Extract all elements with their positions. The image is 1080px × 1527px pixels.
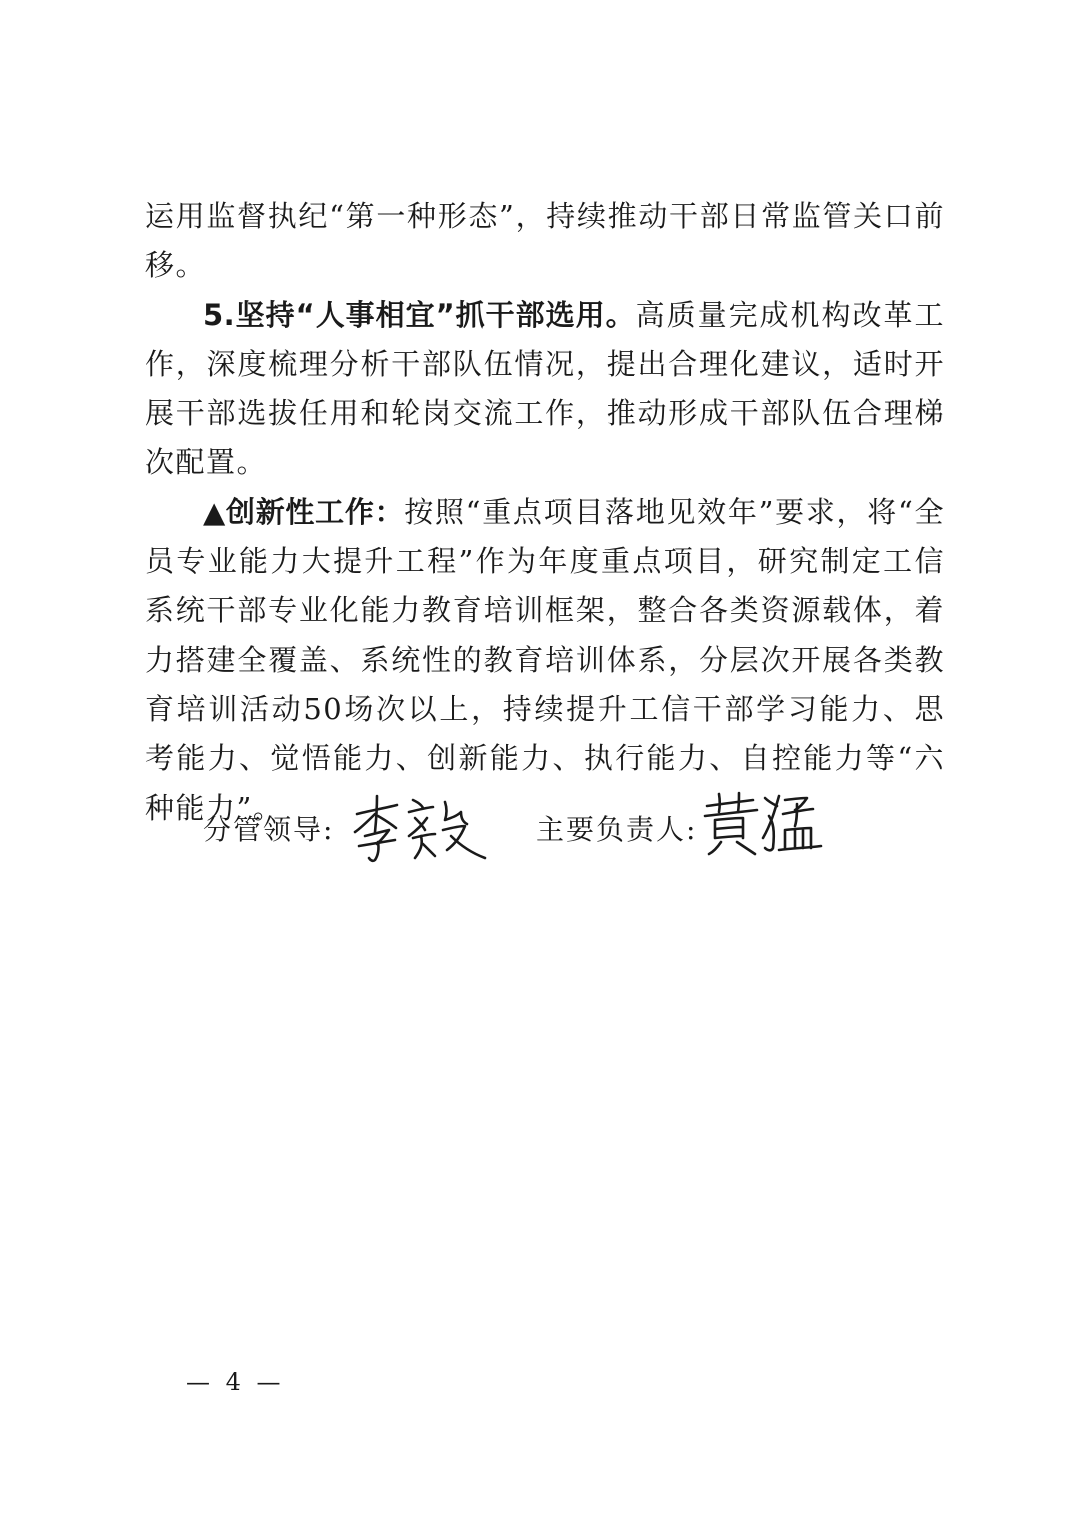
innovative-work-heading: ▲创新性工作： bbox=[203, 494, 405, 529]
paragraph-cadre-selection bbox=[145, 291, 945, 488]
paragraph-innovative-work bbox=[145, 488, 945, 833]
paragraph-supervision bbox=[145, 192, 945, 291]
cadre-selection-text: 高质量完成机构改革工作，深度梳理分析干部队伍情况，提出合理化建议，适时开展干部选拔任用和轮岗交流工作，推动形成干部队伍合理梯次配置。 bbox=[145, 297, 945, 480]
signature-row bbox=[203, 800, 903, 880]
page-number: — 4 — bbox=[186, 1368, 285, 1396]
leader-signature-image bbox=[351, 792, 491, 864]
leader-label: 分管领导: bbox=[203, 813, 335, 846]
innovative-work-text: 按照“重点项目落地见效年”要求，将“全员专业能力大提升工程”作为年度重点项目，研究制定工信系统干部专业化能力教育培训框架，整合各类资源载体，着力搭建全覆盖、系统性的教育培训体系，分层次开展各类教育培训活动50场次以上，持续提升工信干部学习能力、思考能力、觉悟能力、创新能力、执行能力、自控能力等“六种能力”。 bbox=[145, 494, 945, 825]
cadre-selection-heading: 5.坚持“人事相宜”抓干部选用。 bbox=[203, 297, 636, 332]
paragraph-supervision-text: 运用监督执纪“第一种形态”，持续推动干部日常监管关口前移。 bbox=[145, 199, 945, 283]
document-body bbox=[145, 192, 945, 833]
principal-signature-image bbox=[703, 790, 823, 860]
principal-label: 主要负责人: bbox=[536, 813, 698, 846]
